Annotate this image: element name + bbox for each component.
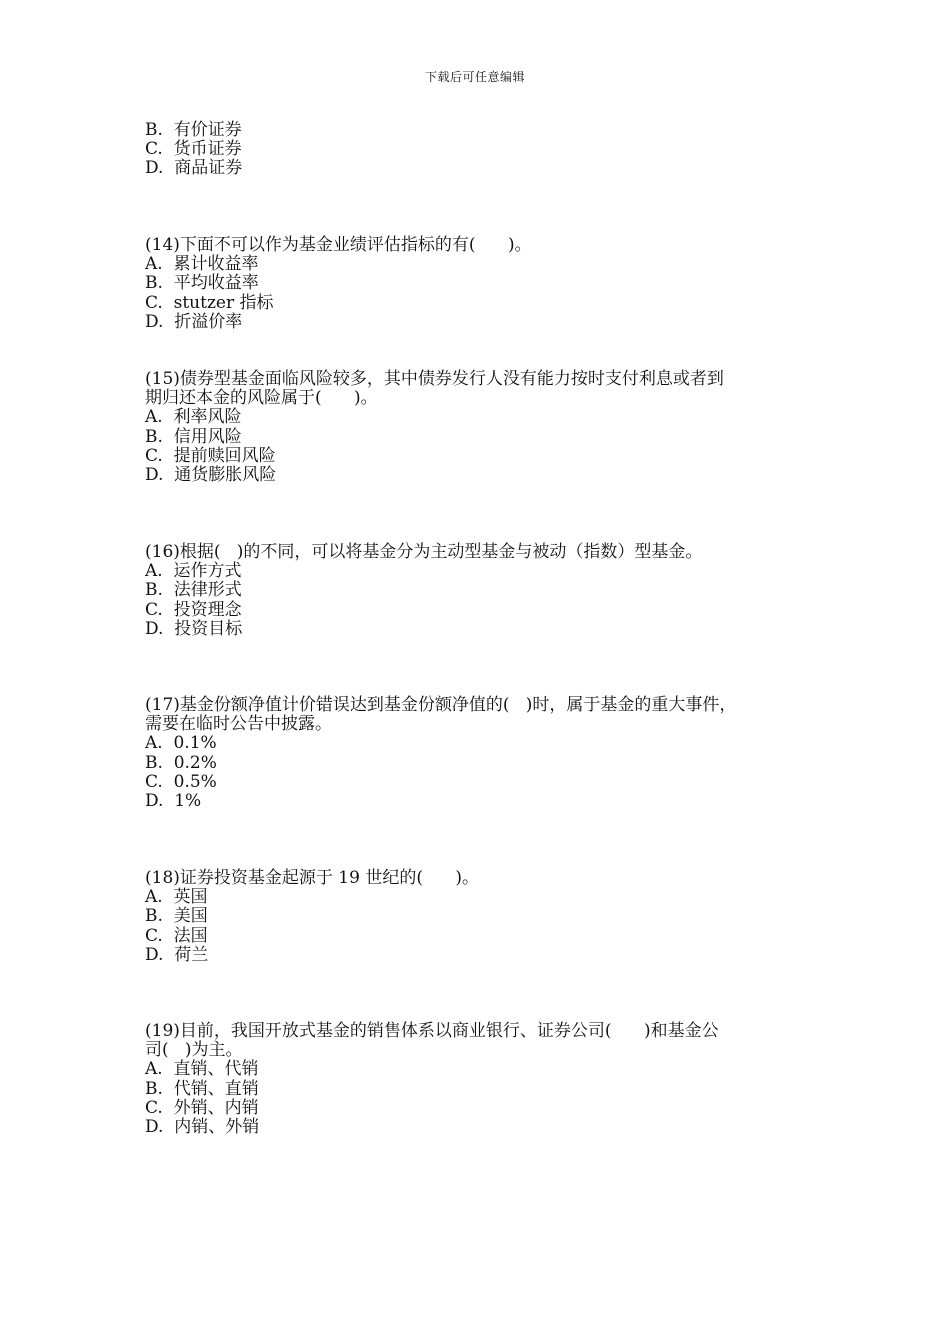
option-a: A. 运作方式 [145, 561, 242, 582]
option-c: C. stutzer 指标 [145, 292, 274, 313]
option-d: D. 投资目标 [145, 618, 243, 639]
partial-question [145, 121, 815, 179]
option-b: B. 信用风险 [145, 426, 242, 447]
option-c: C. 货币证券 [145, 139, 242, 160]
option-b: B. 0.2% [145, 752, 217, 773]
option-b: B. 法律形式 [145, 580, 242, 601]
option-a: A. 0.1% [145, 733, 217, 754]
option-c: C. 0.5% [145, 771, 217, 792]
option-a: A. 直销、代销 [145, 1059, 259, 1080]
question-19 [145, 1022, 815, 1137]
option-d: D. 商品证券 [145, 158, 243, 179]
option-c: C. 外销、内销 [145, 1097, 259, 1118]
option-c: C. 提前赎回风险 [145, 445, 276, 466]
question-18 [145, 869, 815, 965]
page-header: 下载后可任意编辑 [424, 70, 525, 84]
option-d: D. 内销、外销 [145, 1116, 260, 1137]
option-c: C. 投资理念 [145, 599, 242, 620]
question-stem: (16)根据( )的不同，可以将基金分为主动型基金与被动（指数）型基金。 [145, 542, 703, 562]
option-d: D. 折溢价率 [145, 311, 243, 332]
option-a: A. 累计收益率 [145, 254, 259, 275]
question-stem-line-2: 需要在临时公告中披露。 [145, 714, 332, 735]
option-b: B. 平均收益率 [145, 273, 259, 294]
option-d: D. 荷兰 [145, 944, 209, 965]
question-stem: (18)证券投资基金起源于 19 世纪的( )。 [145, 868, 480, 888]
question-stem-line-1: (15)债券型基金面临风险较多，其中债券发行人没有能力按时支付利息或者到 [145, 369, 724, 389]
question-stem: (14)下面不可以作为基金业绩评估指标的有( )。 [145, 235, 532, 255]
question-15 [145, 370, 815, 485]
question-14 [145, 236, 815, 332]
option-d: D. 1% [145, 790, 202, 811]
option-a: A. 利率风险 [145, 407, 242, 428]
question-17 [145, 696, 815, 811]
option-b: B. 美国 [145, 906, 208, 927]
question-stem-line-2: 司( )为主。 [145, 1040, 243, 1061]
option-b: B. 代销、直销 [145, 1078, 259, 1099]
option-b: B. 有价证券 [145, 120, 242, 140]
option-c: C. 法国 [145, 925, 208, 946]
question-stem-line-2: 期归还本金的风险属于( )。 [145, 388, 378, 409]
option-d: D. 通货膨胀风险 [145, 464, 277, 485]
option-a: A. 英国 [145, 887, 208, 908]
question-16 [145, 543, 815, 639]
question-stem-line-1: (17)基金份额净值计价错误达到基金份额净值的( )时，属于基金的重大事件， [145, 695, 737, 715]
question-stem-line-1: (19)目前，我国开放式基金的销售体系以商业银行、证券公司( )和基金公 [145, 1021, 719, 1041]
